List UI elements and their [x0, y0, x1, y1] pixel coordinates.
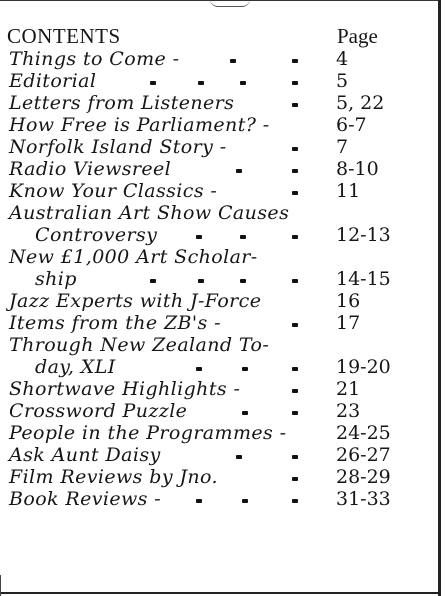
entry-title: Book Reviews -: [9, 488, 162, 510]
toc-entry-crossword-puzzle[interactable]: [0, 400, 440, 422]
toc-entry-film-reviews[interactable]: [0, 466, 440, 488]
leader-dot: [240, 81, 246, 85]
leader-dot: [240, 235, 246, 239]
toc-entry-through-new-zealand[interactable]: [0, 334, 440, 356]
entry-title: Radio Viewsreel: [9, 158, 172, 180]
leader-dot: [236, 455, 242, 459]
entry-page: 23: [336, 400, 361, 422]
entry-page: 12-13: [336, 224, 391, 246]
toc-entry-norfolk-island-story[interactable]: [0, 136, 440, 158]
leader-dot: [292, 235, 298, 239]
entry-title: Items from the ZB's -: [9, 312, 221, 334]
leader-dot: [242, 367, 248, 371]
entry-title: Letters from Listeners: [9, 92, 235, 114]
entry-page: 31-33: [336, 488, 391, 510]
entry-page: 14-15: [336, 268, 391, 290]
entry-title: How Free is Parliament? -: [9, 114, 270, 136]
toc-entry-how-free-is-parliament[interactable]: [0, 114, 440, 136]
toc-entry-art-scholarship-cont[interactable]: [0, 268, 440, 290]
entry-title: New £1,000 Art Scholar-: [9, 246, 258, 268]
leader-dot: [292, 455, 298, 459]
toc-entry-through-new-zealand-cont[interactable]: [0, 356, 440, 378]
leader-dot: [292, 279, 298, 283]
entry-page: 28-29: [336, 466, 391, 488]
frame-bottom-rule: [0, 592, 441, 594]
leader-dot: [240, 279, 246, 283]
leader-dot: [150, 81, 156, 85]
leader-dot: [236, 169, 242, 173]
leader-dot: [196, 235, 202, 239]
toc-entry-shortwave-highlights[interactable]: [0, 378, 440, 400]
toc-entry-art-scholarship[interactable]: [0, 246, 440, 268]
entry-page: 6-7: [336, 114, 367, 136]
entry-title: Shortwave Highlights -: [9, 378, 241, 400]
toc-entry-know-your-classics[interactable]: [0, 180, 440, 202]
frame-corner-tick: [0, 575, 8, 596]
contents-title: CONTENTS: [7, 24, 121, 48]
entry-title: People in the Programmes -: [9, 422, 287, 444]
toc-entry-radio-viewsreel[interactable]: [0, 158, 440, 180]
entry-page: 11: [336, 180, 361, 202]
entry-page: 26-27: [336, 444, 391, 466]
entry-page: 16: [336, 290, 361, 312]
toc-entry-people-in-the-programmes[interactable]: [0, 422, 440, 444]
entry-title: Through New Zealand To-: [9, 334, 270, 356]
entry-page: 21: [336, 378, 361, 400]
leader-dot: [198, 81, 204, 85]
entry-page: 24-25: [336, 422, 391, 444]
entry-page: 5, 22: [336, 92, 385, 114]
toc-entry-australian-art-show[interactable]: [0, 202, 440, 224]
toc-entry-things-to-come[interactable]: [0, 48, 440, 70]
leader-dot: [292, 103, 298, 107]
leader-dot: [196, 499, 202, 503]
entry-title: Jazz Experts with J-Force: [9, 290, 262, 312]
top-edge-fragment: [210, 0, 250, 7]
leader-dot: [292, 389, 298, 393]
toc-entry-ask-aunt-daisy[interactable]: [0, 444, 440, 466]
toc-entry-items-from-zbs[interactable]: [0, 312, 440, 334]
leader-dot: [292, 147, 298, 151]
entry-title: Norfolk Island Story -: [9, 136, 227, 158]
entry-title: Controversy: [35, 224, 158, 246]
entry-page: 4: [336, 48, 349, 70]
frame-top-rule: [0, 0, 441, 1]
leader-dot: [230, 59, 236, 63]
contents-header: [7, 24, 392, 48]
leader-dot: [198, 279, 204, 283]
entry-title: Things to Come -: [9, 48, 180, 70]
entry-title: day, XLI: [35, 356, 116, 378]
entry-page: 5: [336, 70, 349, 92]
toc-entry-letters-from-listeners[interactable]: [0, 92, 440, 114]
entry-title: Know Your Classics -: [9, 180, 218, 202]
page-column-label: Page: [337, 24, 378, 48]
entry-page: 17: [336, 312, 361, 334]
leader-dot: [292, 411, 298, 415]
leader-dot: [196, 367, 202, 371]
leader-dot: [292, 169, 298, 173]
entry-title: Film Reviews by Jno.: [9, 466, 218, 488]
entry-page: 19-20: [336, 356, 391, 378]
entry-title: ship: [35, 268, 77, 290]
leader-dot: [292, 477, 298, 481]
leader-dot: [292, 367, 298, 371]
leader-dot: [242, 499, 248, 503]
entry-page: 7: [336, 136, 349, 158]
leader-dot: [292, 191, 298, 195]
leader-dot: [150, 279, 156, 283]
entry-page: 8-10: [336, 158, 379, 180]
leader-dot: [292, 81, 298, 85]
entry-title: Australian Art Show Causes: [9, 202, 290, 224]
entry-title: Crossword Puzzle: [9, 400, 188, 422]
toc-entry-editorial[interactable]: [0, 70, 440, 92]
leader-dot: [242, 411, 248, 415]
toc-entry-australian-art-show-cont[interactable]: [0, 224, 440, 246]
toc-entry-jazz-experts[interactable]: [0, 290, 440, 312]
leader-dot: [292, 59, 298, 63]
leader-dot: [292, 323, 298, 327]
toc-entry-book-reviews[interactable]: [0, 488, 440, 510]
entry-title: Editorial: [9, 70, 97, 92]
entry-title: Ask Aunt Daisy: [9, 444, 161, 466]
leader-dot: [292, 499, 298, 503]
